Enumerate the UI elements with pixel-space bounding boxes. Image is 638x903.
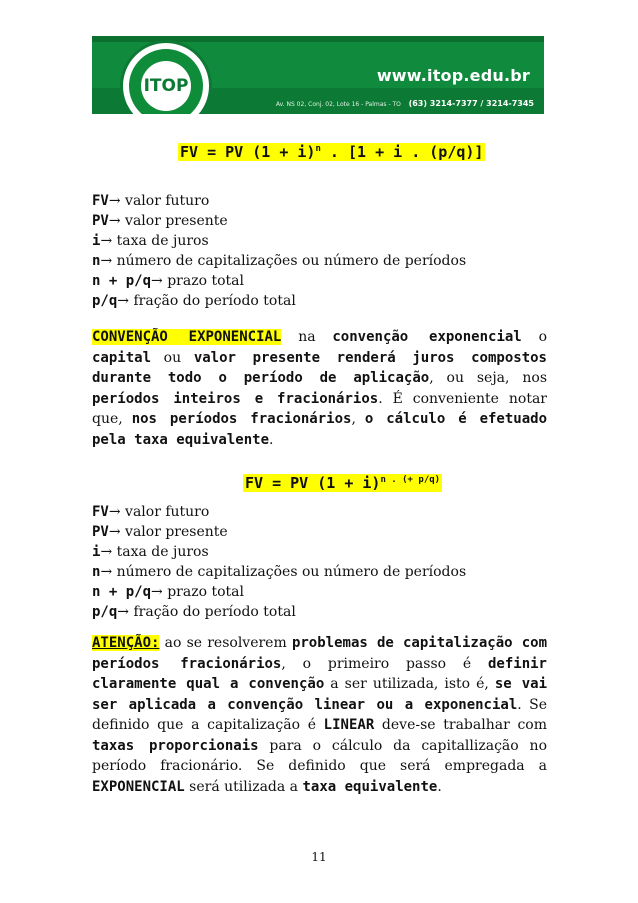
bold-run: o cálculo é efetuado pela taxa equivalente <box>92 411 548 448</box>
contact-line <box>276 99 534 108</box>
definition-desc: → valor presente <box>108 213 228 229</box>
definition-term: i <box>92 233 101 249</box>
definition-row <box>92 291 466 311</box>
bold-run: taxa equivalente <box>302 778 438 795</box>
text-run: deve-se trabalhar com <box>374 717 547 733</box>
definition-desc: → taxa de juros <box>100 233 209 249</box>
formula-linear <box>178 143 485 161</box>
text-run: ao se resolverem <box>159 635 292 651</box>
bold-run: convenção exponencial <box>332 329 522 345</box>
bold-run: se vai ser aplicada a convenção linear ou a exponencial <box>92 676 547 713</box>
definition-row <box>92 542 466 562</box>
definition-term: FV <box>92 193 109 209</box>
bold-run: períodos inteiros e fracionários <box>92 390 379 407</box>
bold-run: definir claramente qual a convenção <box>92 655 547 692</box>
definition-desc: → número de capitalizações ou número de períodos <box>100 253 467 269</box>
definition-term: n <box>92 564 101 580</box>
bold-run: capital <box>92 349 152 366</box>
definition-row <box>92 502 466 522</box>
formula1-base: FV = PV (1 + i) <box>180 143 316 161</box>
definition-row <box>92 211 466 231</box>
text-run: será utilizada a <box>184 778 303 795</box>
definitions-list-2 <box>92 502 466 622</box>
definition-desc: → prazo total <box>151 584 244 600</box>
definition-desc: → prazo total <box>151 273 244 289</box>
text-run: ou <box>151 349 194 366</box>
bold-run: taxas proporcionais <box>92 737 259 754</box>
text-run: o <box>521 329 547 345</box>
definition-row <box>92 562 466 582</box>
text-run: , <box>351 411 365 427</box>
definition-desc: → taxa de juros <box>100 544 209 560</box>
paragraph-attention <box>92 633 547 797</box>
heading-highlight: CONVENÇÃO EXPONENCIAL <box>92 329 282 345</box>
definition-term: i <box>92 544 101 560</box>
definition-term: p/q <box>92 293 118 309</box>
definition-term: PV <box>92 213 109 229</box>
logo-center <box>141 61 191 111</box>
attention-heading: ATENÇÃO: <box>92 635 160 651</box>
definition-row <box>92 582 466 602</box>
formula1-rest: . [1 + i . (p/q)] <box>320 143 484 161</box>
definition-row <box>92 191 466 211</box>
definition-row <box>92 231 466 251</box>
definition-row <box>92 522 466 542</box>
text-run: na <box>281 329 333 345</box>
site-url: www.itop.edu.br <box>376 66 530 85</box>
definition-desc: → valor futuro <box>108 193 210 209</box>
itop-logo <box>120 40 212 114</box>
definition-row <box>92 251 466 271</box>
definition-term: n + p/q <box>92 584 152 600</box>
definition-desc: → valor futuro <box>108 504 210 520</box>
formula2-exponent: n . (+ p/q) <box>380 475 441 485</box>
bold-run: nos períodos fracionários <box>131 411 352 427</box>
definitions-list-1 <box>92 191 466 311</box>
definition-term: FV <box>92 504 109 520</box>
definition-term: p/q <box>92 604 118 620</box>
header-banner <box>92 36 544 114</box>
bold-run: LINEAR <box>323 717 375 733</box>
definition-term: n <box>92 253 101 269</box>
bold-run: EXPONENCIAL <box>92 778 185 795</box>
formula2-base: FV = PV (1 + i) <box>245 474 381 492</box>
text-run: . <box>437 778 442 795</box>
text-run: . <box>269 431 274 448</box>
phone-text: (63) 3214-7377 / 3214-7345 <box>408 99 534 108</box>
text-run: a ser utilizada, isto é, <box>324 676 495 692</box>
address-text: Av. NS 02, Conj. 02, Lote 16 - Palmas - TO <box>275 101 401 108</box>
bold-run: problemas de capitalização com períodos fracionários <box>92 635 547 672</box>
text-run: . É conveniente notar que, <box>92 390 547 427</box>
definition-desc: → número de capitalizações ou número de períodos <box>100 564 467 580</box>
paragraph-exponential-convention <box>92 327 547 450</box>
page-number: 11 <box>311 850 327 864</box>
definition-desc: → valor presente <box>108 524 228 540</box>
definition-term: PV <box>92 524 109 540</box>
definition-desc: → fração do período total <box>117 604 296 620</box>
definition-row <box>92 602 466 622</box>
text-run: , ou seja, nos <box>429 370 547 386</box>
bold-run: valor presente renderá juros compostos durante todo o período de aplicação <box>92 349 547 386</box>
text-run: , o primeiro passo é <box>281 655 488 672</box>
formula-exponential <box>243 474 442 492</box>
text-run: . Se definido que a capitalização é <box>92 696 547 733</box>
formula1-exponent: n <box>315 144 321 154</box>
definition-term: n + p/q <box>92 273 152 289</box>
definition-row <box>92 271 466 291</box>
definition-desc: → fração do período total <box>117 293 296 309</box>
logo-text: ITOP <box>143 76 189 96</box>
text-run: para o cálculo da capitallização no período fracionário. Se definido que será empregada a <box>92 737 548 774</box>
